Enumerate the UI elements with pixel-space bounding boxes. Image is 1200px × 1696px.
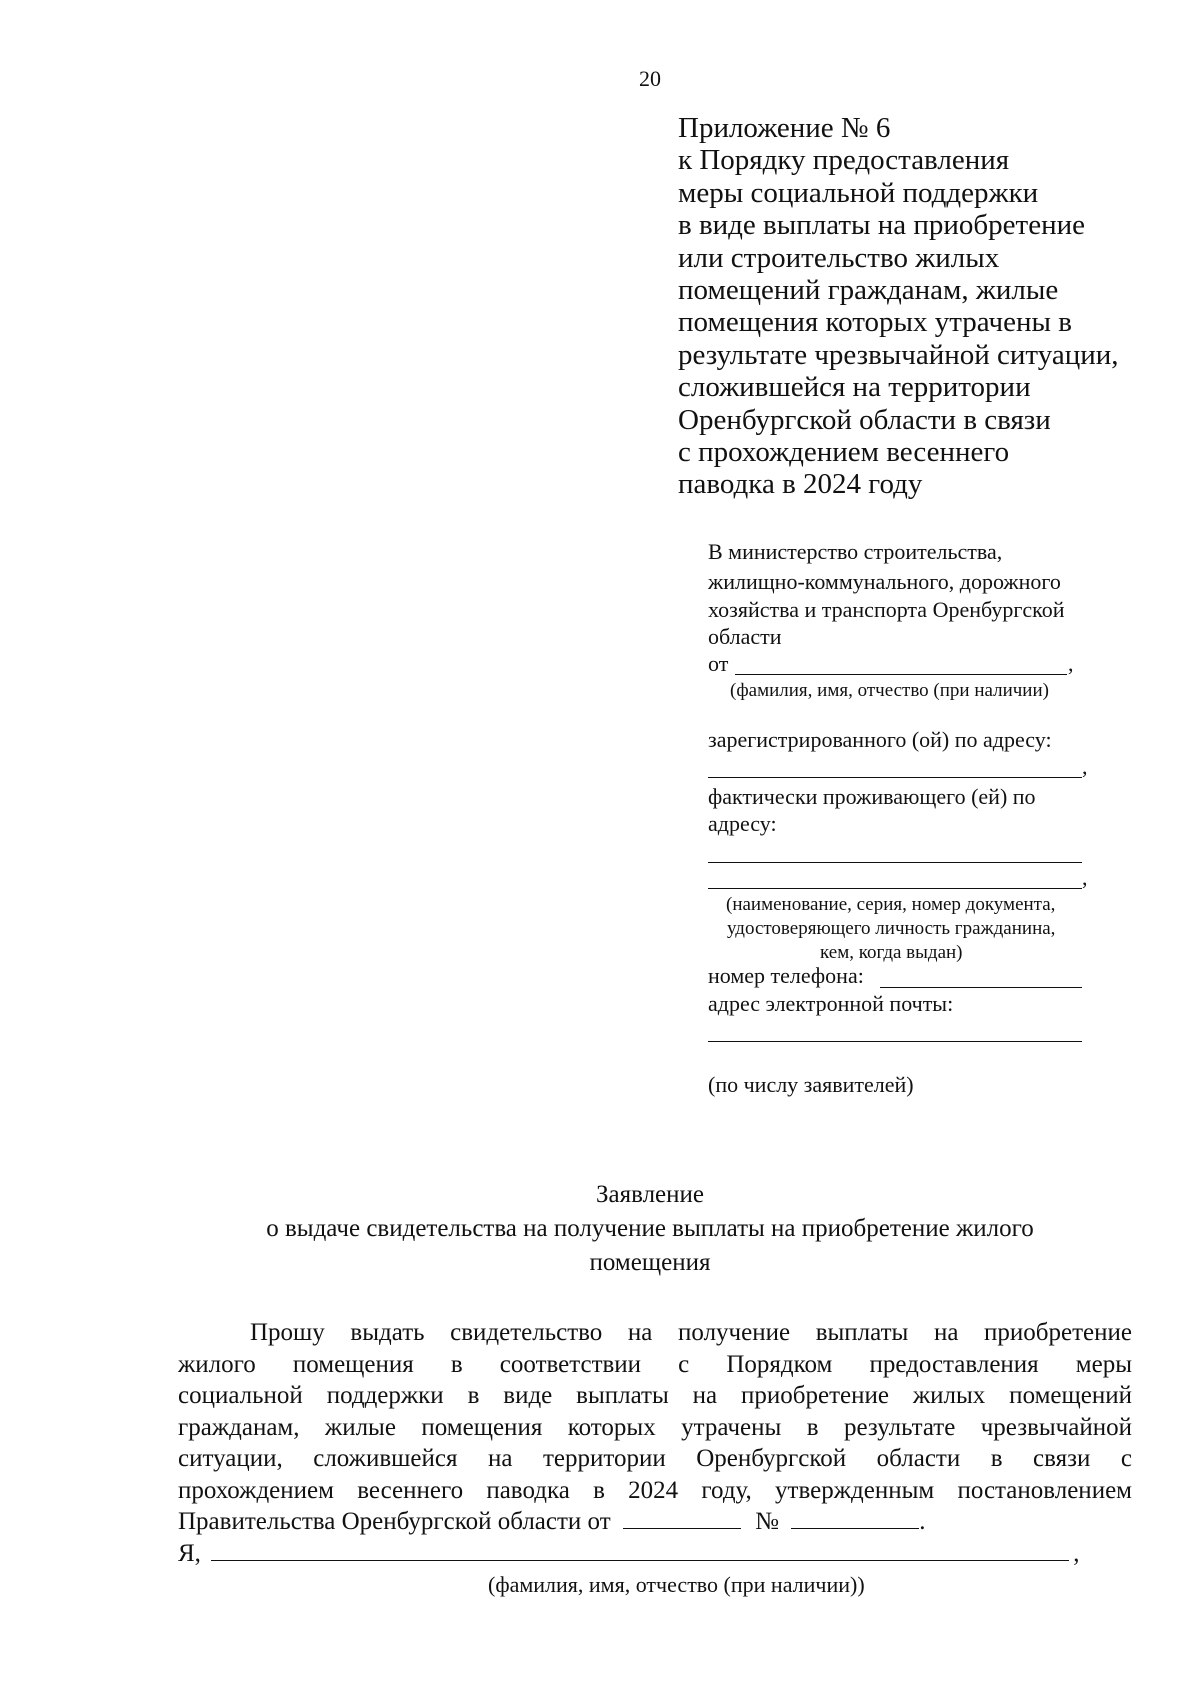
annex-line: Оренбургской области в связи xyxy=(678,403,1051,436)
annex-line: в виде выплаты на приобретение xyxy=(678,209,1085,242)
annex-line: к Порядку предоставления xyxy=(678,144,1010,177)
annex-line: с прохождением весеннего xyxy=(678,436,1010,469)
document-hint: (наименование, серия, номер документа, xyxy=(726,894,1056,915)
statement-subtitle: помещения xyxy=(589,1249,711,1276)
body-line: ситуации, сложившейся на территории Оренбургской области в связи с xyxy=(178,1445,1132,1472)
from-label: от xyxy=(708,651,729,676)
decree-line xyxy=(178,1506,1132,1538)
addressee-line: В министерство строительства, xyxy=(708,539,1003,564)
email-label: адрес электронной почты: xyxy=(708,991,954,1016)
phone-label: номер телефона: xyxy=(708,963,864,988)
annex-line: помещения которых утрачены в xyxy=(678,306,1072,339)
phone-field[interactable] xyxy=(880,987,1082,988)
decree-number-sign: № xyxy=(755,1508,780,1535)
registered-address-field[interactable] xyxy=(708,777,1082,778)
decree-number-field[interactable] xyxy=(791,1510,919,1529)
body-line: Прошу выдать свидетельство на получение выплаты на приобретение xyxy=(250,1319,1132,1346)
applicant-comma: , xyxy=(1073,1539,1080,1567)
body-line: гражданам, жилые помещения которых утрачены в результате чрезвычайной xyxy=(178,1413,1132,1441)
annex-line: паводка в 2024 году xyxy=(678,468,923,501)
addressee-line: области xyxy=(708,624,782,649)
annex-line: или строительство жилых xyxy=(678,241,1000,274)
decree-end: . xyxy=(919,1508,926,1535)
document-hint: кем, когда выдан) xyxy=(820,942,963,963)
applicants-note: (по числу заявителей) xyxy=(708,1072,914,1097)
annex-line: результате чрезвычайной ситуации, xyxy=(678,338,1119,371)
body-line: социальной поддержки в виде выплаты на приобретение жилых помещений xyxy=(178,1382,1132,1409)
actual-address-field[interactable] xyxy=(708,862,1082,863)
applicant-prefix: Я, xyxy=(178,1539,201,1567)
addressee-line: хозяйства и транспорта Оренбургской xyxy=(708,597,1065,622)
doc-comma: , xyxy=(1082,865,1088,890)
actual-address-label: адресу: xyxy=(708,811,777,836)
annex-line: сложившейся на территории xyxy=(678,371,1031,404)
annex-line: помещений гражданам, жилые xyxy=(678,274,1059,307)
decree-prefix: Правительства Оренбургской области от xyxy=(178,1508,611,1535)
identity-document-field[interactable] xyxy=(708,888,1082,889)
applicant-name-field[interactable] xyxy=(211,1542,1069,1561)
actual-address-label: фактически проживающего (ей) по xyxy=(708,784,1036,809)
statement-title: Заявление xyxy=(595,1181,705,1208)
body-line: жилого помещения в соответствии с Порядком предоставления меры xyxy=(178,1350,1132,1378)
name-hint: (фамилия, имя, отчество (при наличии) xyxy=(730,680,1049,701)
document-hint: удостоверяющего личность гражданина, xyxy=(727,918,1056,939)
body-line: прохождением весеннего паводка в 2024 году, утвержденным постановлением xyxy=(178,1476,1132,1504)
from-comma: , xyxy=(1068,651,1074,676)
annex-line: меры социальной поддержки xyxy=(678,176,1039,209)
registered-comma: , xyxy=(1082,754,1088,779)
statement-subtitle: о выдаче свидетельства на получение выплаты на приобретение жилого xyxy=(266,1215,1034,1242)
annex-header xyxy=(678,112,1119,501)
applicant-name-hint: (фамилия, имя, отчество (при наличии)) xyxy=(488,1572,865,1597)
annex-line: Приложение № 6 xyxy=(678,112,891,144)
decree-date-field[interactable] xyxy=(623,1510,741,1529)
from-name-field[interactable] xyxy=(735,674,1067,675)
registered-label: зарегистрированного (ой) по адресу: xyxy=(708,727,1052,752)
email-field[interactable] xyxy=(708,1041,1082,1042)
page-number: 20 xyxy=(639,66,661,91)
statement-body xyxy=(178,1317,1132,1569)
applicant-line xyxy=(178,1538,1132,1570)
addressee-line: жилищно-коммунального, дорожного xyxy=(708,569,1061,594)
